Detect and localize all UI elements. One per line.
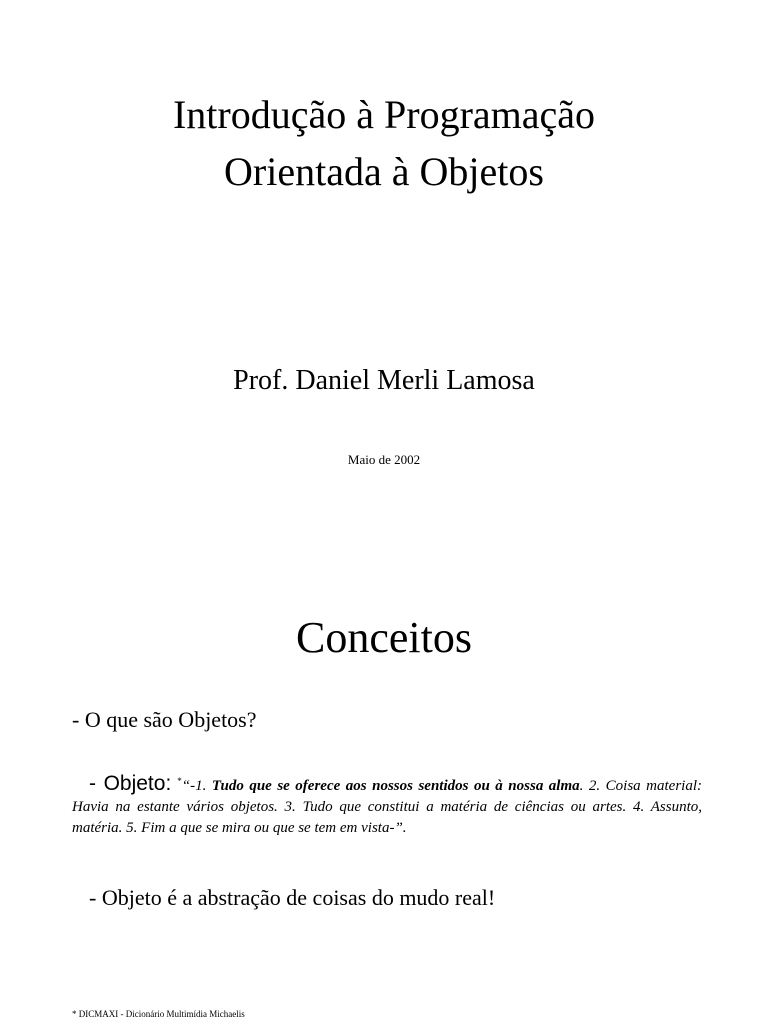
- definition-open: “-1.: [181, 778, 212, 794]
- document-title: [0, 86, 768, 200]
- definition-lead: - Objeto:: [89, 772, 172, 795]
- title-line-1: Introdução à Programação: [172, 92, 596, 137]
- definition-rest: . 2. Coisa material: Havia na estante vários objetos. 3. Tudo que constitui a matéria de ciências ou artes. 4. Assunto, matéria. 5. Fim a que se mira ou que se tem em vista-”.: [72, 778, 702, 836]
- footnote: * DICMAXI - Dicionário Multimídia Michaelis: [72, 1009, 245, 1019]
- section-heading: Conceitos: [296, 613, 472, 662]
- author-name: Prof. Daniel Merli Lamosa: [233, 365, 535, 396]
- publication-date: Maio de 2002: [347, 452, 421, 467]
- definition-paragraph: [72, 771, 702, 839]
- question-text: - O que são Objetos?: [72, 707, 257, 732]
- footnote-marker: *: [177, 776, 182, 786]
- definition-bold: Tudo que se oferece aos nossos sentidos ou à nossa alma: [211, 778, 580, 794]
- statement-text: - Objeto é a abstração de coisas do mudo real!: [89, 885, 496, 910]
- title-line-2: Orientada à Objetos: [224, 149, 544, 194]
